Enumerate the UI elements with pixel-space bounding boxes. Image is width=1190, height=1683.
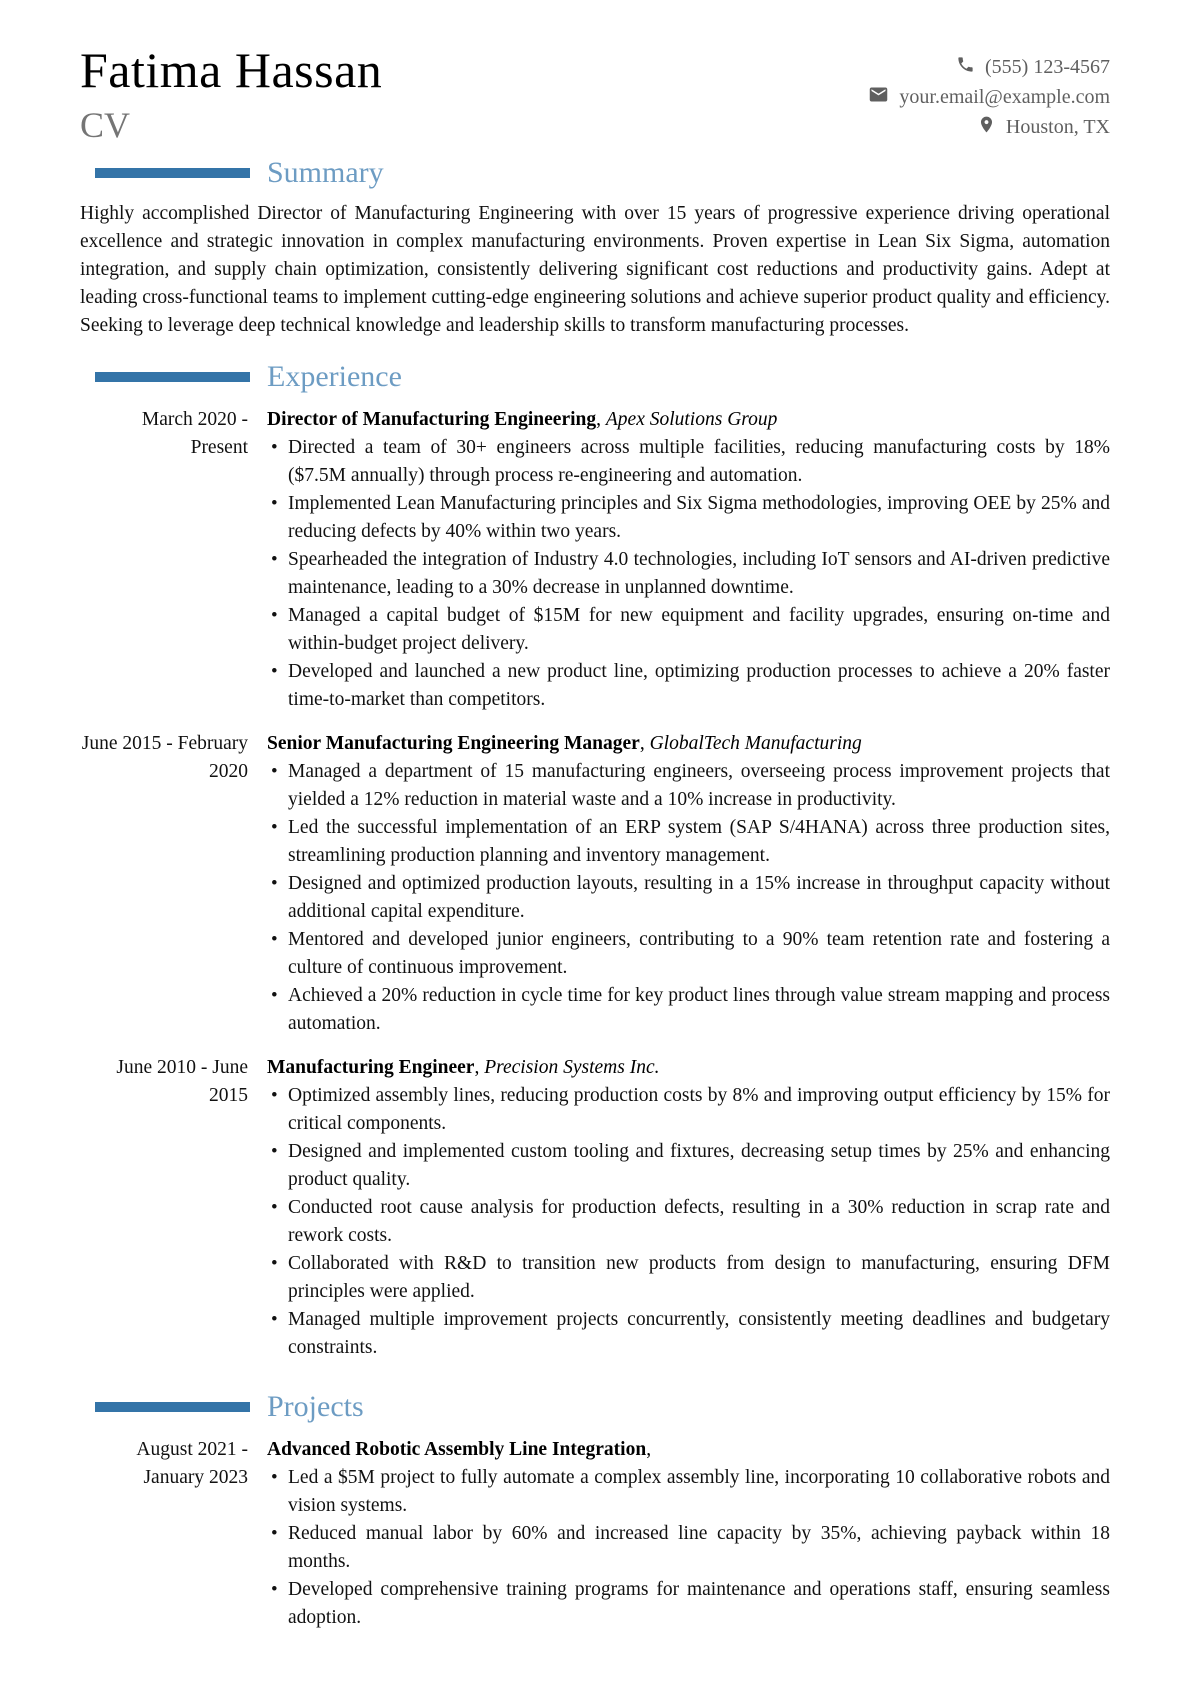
section-summary bbox=[80, 154, 1110, 340]
contact-email: your.email@example.com bbox=[899, 85, 1110, 108]
bullet-item: • Optimized assembly lines, reducing production costs by 8% and improving output efficiency by 15% for critical components. bbox=[267, 1082, 1110, 1138]
contact-phone: (555) 123-4567 bbox=[985, 55, 1110, 78]
section-projects bbox=[80, 1388, 1110, 1632]
entry-titleline bbox=[267, 406, 1110, 434]
bullet-item: • Designed and implemented custom tooling and fixtures, decreasing setup times by 25% and enhancing product quality. bbox=[267, 1138, 1110, 1194]
contact-location-line bbox=[868, 112, 1110, 142]
projects-heading bbox=[80, 1388, 1110, 1426]
person-name: Fatima Hassan bbox=[80, 42, 383, 98]
entry-titleline bbox=[267, 730, 1110, 758]
summary-paragraph: Highly accomplished Director of Manufacturing Engineering with over 15 years of progressive experience driving operational excellence and strategic innovation in complex manufacturing environments. Proven expertise in Lean Six Sigma, automation integration, and supply chain optimization, consistently delivering significant cost reductions and productivity gains. Adept at leading cross-functional teams to implement cutting-edge engineering solutions and achieve superior product quality and efficiency. Seeking to leverage deep technical knowledge and leadership skills to transform manufacturing processes. bbox=[80, 203, 1110, 336]
contact-email-line bbox=[868, 82, 1110, 112]
entry-dates: March 2020 - Present bbox=[141, 409, 248, 458]
entry-bullets bbox=[267, 1464, 1110, 1632]
bullet-item: • Spearheaded the integration of Industry 4.0 technologies, including IoT sensors and AI-driven predictive maintenance, leading to a 30% decrease in unplanned downtime. bbox=[267, 546, 1110, 602]
section-accent-bar bbox=[95, 372, 250, 382]
entry-separator: , bbox=[646, 1439, 652, 1460]
entry-dates: June 2010 - June 2015 bbox=[116, 1057, 248, 1106]
bullet-item: • Reduced manual labor by 60% and increased line capacity by 35%, achieving payback within 18 months. bbox=[267, 1520, 1110, 1576]
entry-role: Director of Manufacturing Engineering bbox=[267, 409, 597, 430]
bullet-item: • Developed comprehensive training programs for maintenance and operations staff, ensuring seamless adoption. bbox=[267, 1576, 1110, 1632]
entry-titleline bbox=[267, 1054, 1110, 1082]
identity-block bbox=[80, 40, 382, 148]
entry-company: Apex Solutions Group bbox=[605, 409, 778, 430]
project-entry bbox=[80, 1436, 1110, 1632]
summary-heading bbox=[80, 154, 1110, 192]
experience-entry bbox=[80, 406, 1110, 714]
contact-block bbox=[868, 40, 1110, 142]
bullet-item: • Managed a department of 15 manufacturing engineers, overseeing process improvement projects that yielded a 12% reduction in material waste and a 10% increase in productivity. bbox=[267, 758, 1110, 814]
bullet-item: • Mentored and developed junior engineers, contributing to a 90% team retention rate and fostering a culture of continuous improvement. bbox=[267, 926, 1110, 982]
section-title-projects: Projects bbox=[267, 1390, 364, 1423]
cv-subtitle: CV bbox=[80, 105, 131, 145]
location-pin-icon bbox=[977, 115, 996, 140]
bullet-item: • Led the successful implementation of an ERP system (SAP S/4HANA) across three production sites, streamlining production planning and inventory management. bbox=[267, 814, 1110, 870]
entry-content bbox=[267, 730, 1110, 1038]
experience-entry bbox=[80, 1054, 1110, 1362]
bullet-item: • Developed and launched a new product line, optimizing production processes to achieve a 20% faster time-to-market than competitors. bbox=[267, 658, 1110, 714]
entry-dates: August 2021 - January 2023 bbox=[136, 1439, 248, 1488]
entry-separator: , bbox=[639, 733, 650, 754]
phone-icon bbox=[956, 55, 975, 80]
section-experience bbox=[80, 358, 1110, 1362]
entry-content bbox=[267, 406, 1110, 714]
entry-separator: , bbox=[596, 409, 606, 430]
entry-role: Advanced Robotic Assembly Line Integration bbox=[267, 1439, 647, 1460]
section-accent-bar bbox=[95, 1402, 250, 1412]
contact-phone-line bbox=[868, 52, 1110, 82]
entry-separator: , bbox=[474, 1057, 485, 1078]
bullet-item: • Conducted root cause analysis for production defects, resulting in a 30% reduction in scrap rate and rework costs. bbox=[267, 1194, 1110, 1250]
entry-titleline bbox=[267, 1436, 1110, 1464]
bullet-item: • Directed a team of 30+ engineers across multiple facilities, reducing manufacturing costs by 18% ($7.5M annually) through process re-engineering and automation. bbox=[267, 434, 1110, 490]
experience-heading bbox=[80, 358, 1110, 396]
bullet-item: • Managed multiple improvement projects concurrently, consistently meeting deadlines and budgetary constraints. bbox=[267, 1306, 1110, 1362]
entry-content bbox=[267, 1054, 1110, 1362]
bullet-item: • Designed and optimized production layouts, resulting in a 15% increase in throughput capacity without additional capital expenditure. bbox=[267, 870, 1110, 926]
bullet-item: • Achieved a 20% reduction in cycle time for key product lines through value stream mapping and process automation. bbox=[267, 982, 1110, 1038]
experience-entry bbox=[80, 730, 1110, 1038]
entry-content bbox=[267, 1436, 1110, 1632]
entry-dates: June 2015 - February 2020 bbox=[81, 733, 248, 782]
bullet-item: • Implemented Lean Manufacturing principles and Six Sigma methodologies, improving OEE by 25% and reducing defects by 40% within two years. bbox=[267, 490, 1110, 546]
entry-company: GlobalTech Manufacturing bbox=[649, 733, 862, 754]
contact-location: Houston, TX bbox=[1005, 115, 1110, 138]
section-accent-bar bbox=[95, 168, 250, 178]
entry-bullets bbox=[267, 434, 1110, 714]
section-title-summary: Summary bbox=[267, 156, 384, 189]
entry-bullets bbox=[267, 1082, 1110, 1362]
envelope-icon bbox=[868, 84, 889, 111]
entry-role: Manufacturing Engineer bbox=[267, 1057, 475, 1078]
bullet-item: • Collaborated with R&D to transition new products from design to manufacturing, ensuring DFM principles were applied. bbox=[267, 1250, 1110, 1306]
bullet-item: • Managed a capital budget of $15M for new equipment and facility upgrades, ensuring on-time and within-budget project delivery. bbox=[267, 602, 1110, 658]
section-title-experience: Experience bbox=[267, 360, 402, 393]
bullet-item: • Led a $5M project to fully automate a complex assembly line, incorporating 10 collaborative robots and vision systems. bbox=[267, 1464, 1110, 1520]
entry-role: Senior Manufacturing Engineering Manager bbox=[267, 733, 640, 754]
header bbox=[80, 40, 1110, 148]
entry-company: Precision Systems Inc. bbox=[484, 1057, 660, 1078]
entry-bullets bbox=[267, 758, 1110, 1038]
